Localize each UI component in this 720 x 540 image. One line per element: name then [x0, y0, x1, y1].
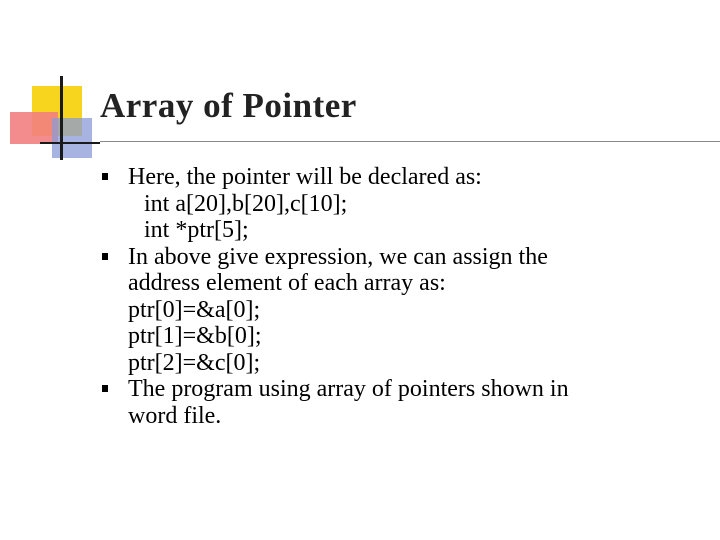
decorative-red-bar: [10, 112, 58, 144]
list-item: [102, 164, 702, 244]
code-line: ptr[0]=&a[0];: [128, 296, 261, 323]
code-line: int *ptr[5];: [144, 217, 249, 243]
code-line: int a[20],b[20],c[10];: [144, 190, 348, 217]
square-bullet-icon: [102, 253, 108, 260]
title-underline: [100, 141, 720, 142]
code-line: ptr[1]=&b[0];: [128, 323, 262, 349]
decorative-blue-square: [52, 118, 92, 158]
decorative-short-line: [40, 142, 100, 144]
bullet-text: In above give expression, we can assign the: [128, 243, 548, 270]
list-item: [102, 376, 702, 429]
list-item: [102, 244, 702, 377]
bullet-text: word file.: [128, 402, 222, 429]
decorative-vertical-line: [60, 76, 63, 160]
code-line: ptr[2]=&c[0];: [128, 349, 261, 376]
bullet-list: [102, 164, 702, 429]
square-bullet-icon: [102, 173, 108, 180]
square-bullet-icon: [102, 385, 108, 392]
bullet-text: The program using array of pointers shown in: [128, 376, 569, 402]
bullet-text: Here, the pointer will be declared as:: [128, 164, 482, 190]
bullet-text: address element of each array as:: [128, 270, 446, 296]
slide-title: Array of Pointer: [100, 86, 357, 125]
